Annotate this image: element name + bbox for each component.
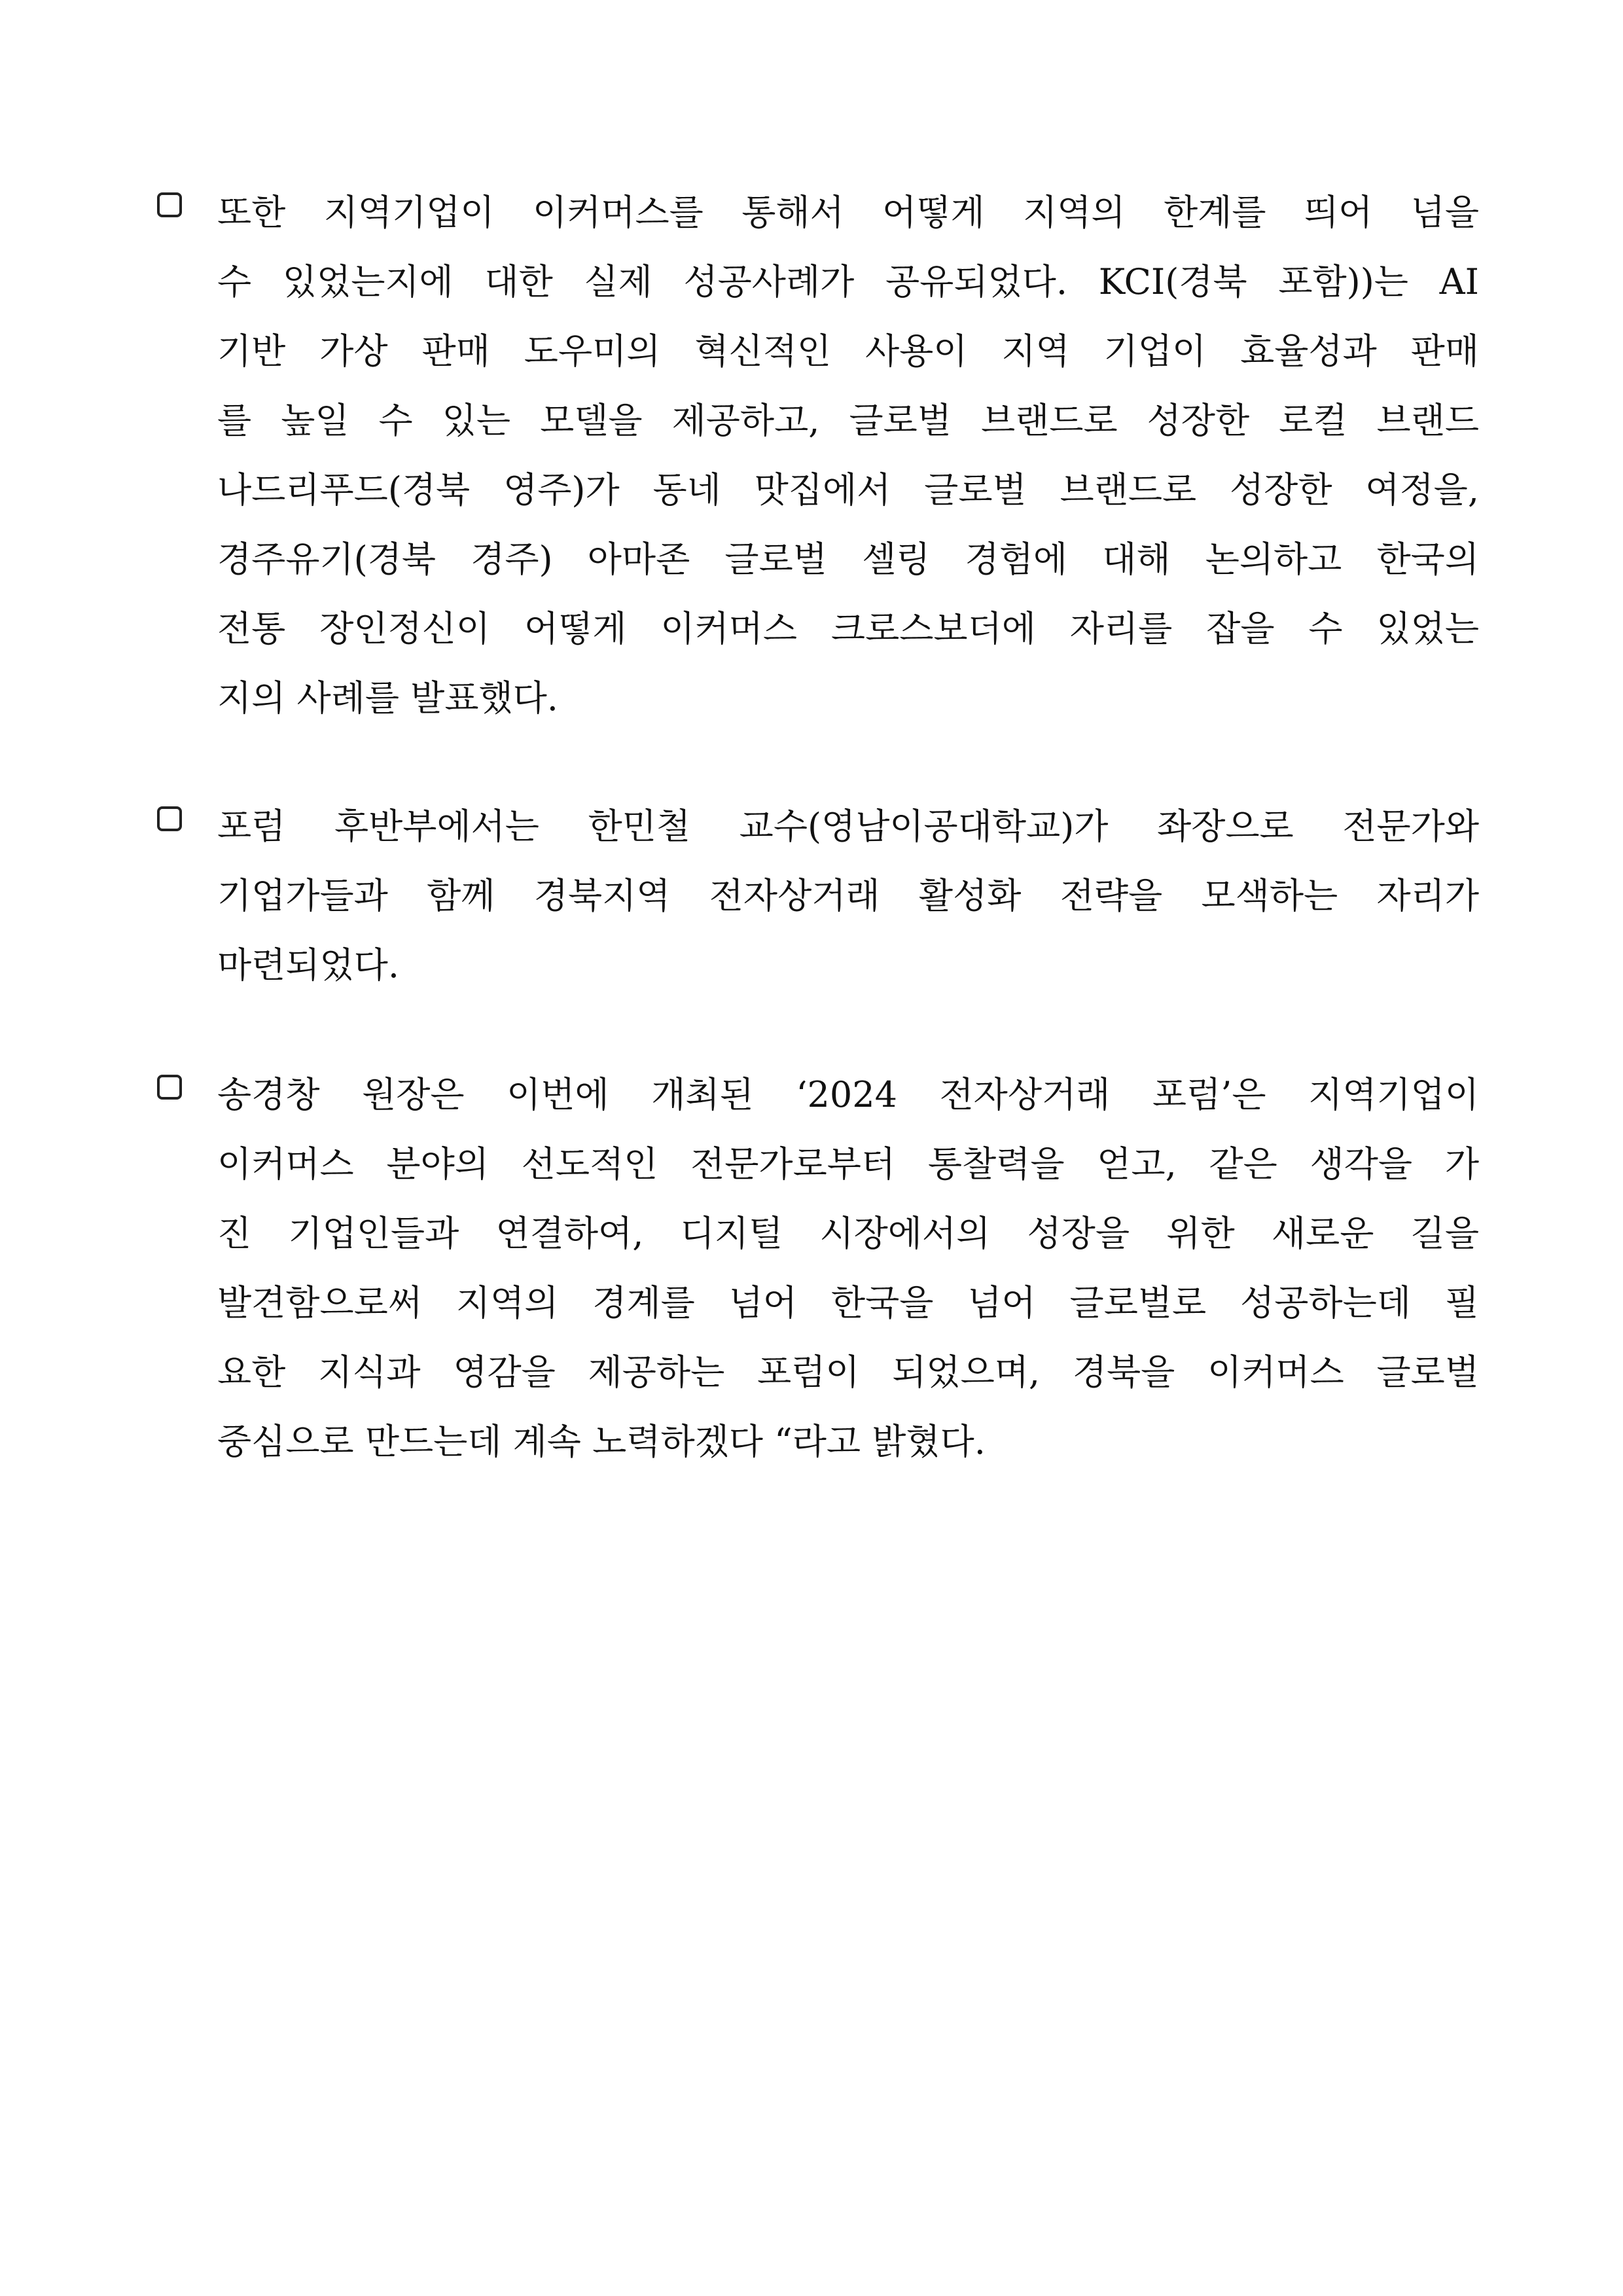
paragraph-success-cases — [157, 178, 1479, 733]
paragraph-line: 이커머스 분야의 선도적인 전문가로부터 통찰력을 얻고, 같은 생각을 가 — [217, 1143, 1479, 1185]
paragraph-line: 발견함으로써 지역의 경계를 넘어 한국을 넘어 글로벌로 성공하는데 필 — [217, 1282, 1479, 1323]
paragraph-line: 기업가들과 함께 경북지역 전자상거래 활성화 전략을 모색하는 자리가 — [217, 875, 1479, 916]
paragraph-line: 요한 지식과 영감을 제공하는 포럼이 되었으며, 경북을 이커머스 글로벌 — [217, 1352, 1479, 1393]
paragraph-line: 지의 사례를 발표했다. — [217, 677, 558, 719]
paragraph-line: 기반 가상 판매 도우미의 혁신적인 사용이 지역 기업이 효율성과 판매 — [217, 331, 1479, 372]
checkbox-bullet-icon — [157, 806, 182, 831]
paragraph-director-remarks — [157, 1060, 1479, 1477]
paragraph-line: 마련되었다. — [217, 944, 399, 986]
paragraph-line: 경주유기(경북 경주) 아마존 글로벌 셀링 경험에 대해 논의하고 한국의 — [217, 539, 1479, 580]
paragraph-line: 또한 지역기업이 이커머스를 통해서 어떻게 지역의 한계를 띄어 넘을 — [217, 192, 1479, 233]
checkbox-bullet-icon — [157, 1075, 182, 1100]
paragraph-line: 나드리푸드(경북 영주)가 동네 맛집에서 글로벌 브랜드로 성장한 여정을, — [217, 469, 1479, 511]
paragraph-line: 수 있었는지에 대한 실제 성공사례가 공유되었다. KCI(경북 포함))는 AI — [217, 261, 1479, 302]
paragraph-line: 전통 장인정신이 어떻게 이커머스 크로스보더에 자리를 잡을 수 있었는 — [217, 608, 1479, 649]
paragraph-line: 송경창 원장은 이번에 개최된 ‘2024 전자상거래 포럼’은 지역기업이 — [217, 1074, 1479, 1115]
checkbox-bullet-icon — [157, 192, 182, 217]
paragraph-line: 중심으로 만드는데 계속 노력하겠다 “라고 밝혔다. — [217, 1421, 986, 1462]
paragraph-forum-session — [157, 792, 1479, 1000]
paragraph-line: 진 기업인들과 연결하여, 디지털 시장에서의 성장을 위한 새로운 길을 — [217, 1213, 1479, 1254]
paragraph-line: 를 높일 수 있는 모델을 제공하고, 글로벌 브랜드로 성장한 로컬 브랜드 — [217, 400, 1479, 441]
paragraph-line: 포럼 후반부에서는 한민철 교수(영남이공대학교)가 좌장으로 전문가와 — [217, 806, 1479, 847]
